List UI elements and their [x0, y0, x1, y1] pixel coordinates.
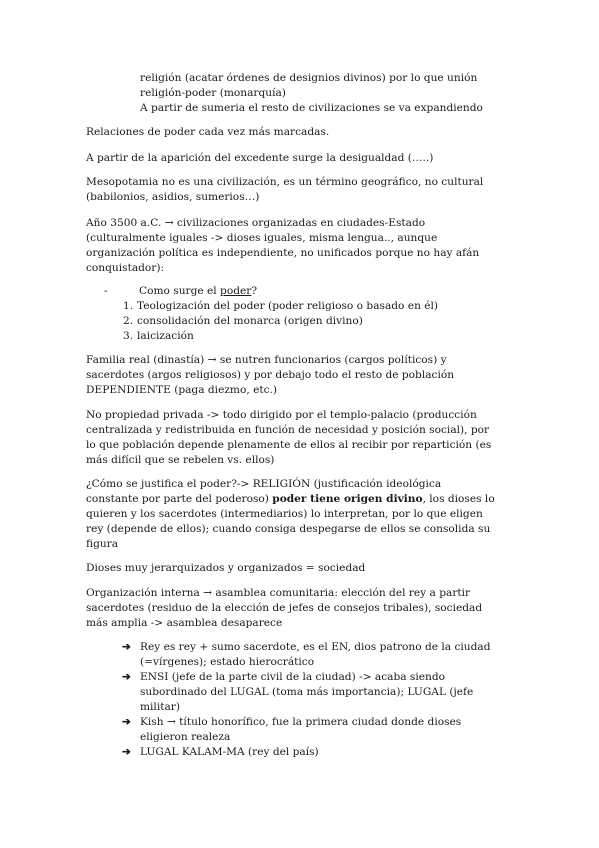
bold-text: poder tiene origen divino — [272, 493, 423, 505]
arrow-bullet-icon: ➔ — [122, 746, 131, 758]
list-line: ENSI (jefe de la parte civil de la ciudad) -> acaba siendo — [140, 671, 445, 683]
paragraph-line: rey (depende de ellos); cuando consiga despegarse de ellos se consolida su — [86, 523, 491, 535]
text-run: , los dioses lo — [422, 493, 495, 505]
intro-line-3: A partir de sumeria el resto de civilizaciones se va expandiendo — [140, 102, 483, 114]
paragraph-line: (babilonios, asidios, sumerios…) — [86, 191, 260, 203]
question-text — [139, 284, 257, 299]
paragraph-line: Familia real (dinastía) → se nutren funcionarios (cargos políticos) y — [86, 354, 447, 366]
paragraph-line: organización política es independiente, no unificados porque no hay afán — [86, 247, 480, 259]
question-prefix: Como surge el — [139, 285, 221, 297]
paragraph-line: más amplia -> asamblea desaparece — [86, 617, 283, 629]
intro-line-2: religión-poder (monarquía) — [140, 87, 286, 99]
paragraph-line: lo que población depende plenamente de ellos al recibir por repartición (es — [86, 439, 492, 451]
paragraph-line: No propiedad privada -> todo dirigido por el templo-palacio (producción — [86, 409, 477, 421]
paragraph-power-relations: Relaciones de poder cada vez más marcadas. — [86, 126, 330, 138]
ordered-list-item — [123, 314, 503, 329]
list-number: 1. — [123, 300, 134, 312]
arrow-bullet-icon: ➔ — [122, 641, 131, 653]
list-line: (=vírgenes); estado hierocrático — [140, 656, 315, 668]
list-line: eligieron realeza — [140, 731, 231, 743]
list-item-text: consolidación del monarca (origen divino) — [137, 315, 363, 327]
dash-bullet: - — [104, 285, 108, 297]
list-item-text — [140, 670, 510, 715]
paragraph-line: conquistador): — [86, 262, 165, 274]
list-number: 3. — [123, 330, 134, 342]
list-item-text — [140, 640, 510, 670]
paragraph-line: (culturalmente iguales -> dioses iguales, misma lengua.., aunque — [86, 232, 438, 244]
ordered-list-item — [123, 329, 503, 344]
intro-line-1: religión (acatar órdenes de designios divinos) por lo que unión — [140, 72, 478, 84]
paragraph-line: Organización interna → asamblea comunitaria: elección del rey a partir — [86, 587, 471, 599]
list-item-text: laicización — [137, 330, 194, 342]
list-line: militar) — [140, 701, 180, 713]
paragraph-line: DEPENDIENTE (paga diezmo, etc.) — [86, 384, 278, 396]
list-line: subordinado del LUGAL (toma más importancia); LUGAL (jefe — [140, 686, 474, 698]
paragraph-line: figura — [86, 538, 119, 550]
list-item-text — [140, 715, 510, 745]
list-number: 2. — [123, 315, 134, 327]
text-run: constante por parte del poderoso) — [86, 493, 273, 505]
question-underlined-word: poder — [220, 285, 252, 297]
paragraph-line: ¿Cómo se justifica el poder?-> RELIGIÓN (justificación ideológica — [86, 478, 442, 490]
paragraph-gods-hierarchy: Dioses muy jerarquizados y organizados = sociedad — [86, 562, 366, 574]
question-suffix: ? — [251, 285, 258, 297]
paragraph-line: sacerdotes (argos religiosos) y por debajo todo el resto de población — [86, 369, 455, 381]
ordered-list-item — [123, 299, 503, 314]
list-item-text — [140, 745, 510, 760]
list-item-text: Teologización del poder (poder religioso o basado en él) — [137, 300, 439, 312]
arrow-bullet-icon: ➔ — [122, 671, 131, 683]
list-line: LUGAL KALAM-MA (rey del país) — [140, 746, 319, 758]
paragraph-line: sacerdotes (residuo de la elección de jefes de consejos tribales), sociedad — [86, 602, 483, 614]
paragraph-line: más difícil que se rebelen vs. ellos) — [86, 454, 275, 466]
list-line: Kish → título honorífico, fue la primera ciudad donde dioses — [140, 716, 462, 728]
paragraph-line: Mesopotamia no es una civilización, es un término geográfico, no cultural — [86, 176, 484, 188]
paragraph-line — [86, 492, 518, 507]
paragraph-line: centralizada y redistribuida en función de necesidad y posición social), por — [86, 424, 490, 436]
paragraph-surplus: A partir de la aparición del excedente surge la desigualdad (…..) — [86, 152, 434, 164]
arrow-bullet-icon: ➔ — [122, 716, 131, 728]
paragraph-line: Año 3500 a.C. → civilizaciones organizadas en ciudades-Estado — [86, 217, 426, 229]
paragraph-line: quieren y los sacerdotes (intermediarios) lo interpretan, por lo que eligen — [86, 508, 483, 520]
list-line: Rey es rey + sumo sacerdote, es el EN, dios patrono de la ciudad — [140, 641, 491, 653]
